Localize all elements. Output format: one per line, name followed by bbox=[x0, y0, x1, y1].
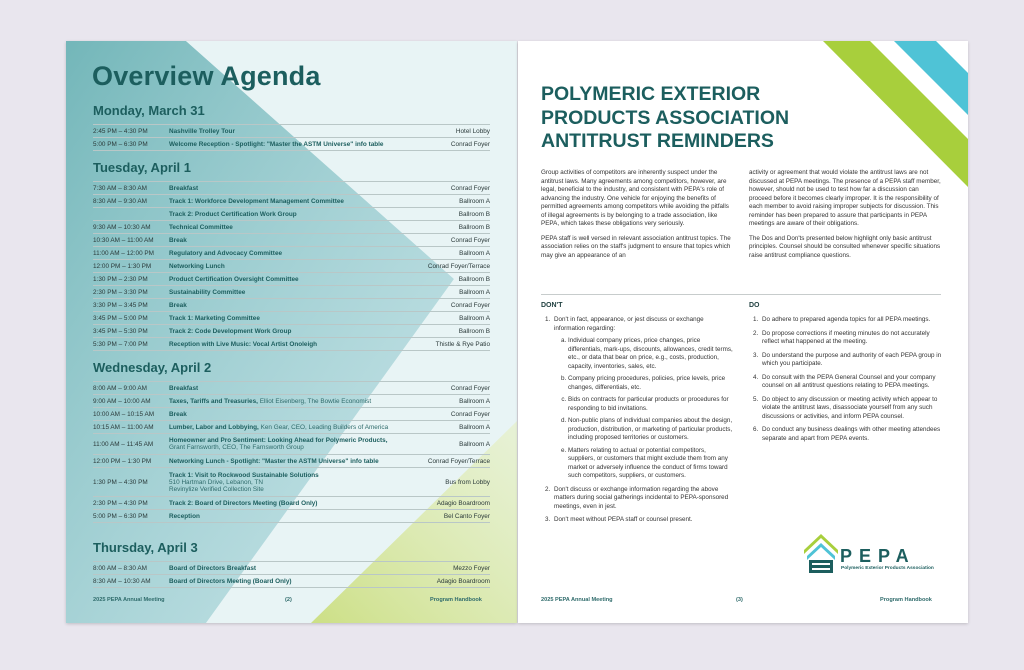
agenda-event bbox=[169, 455, 419, 468]
dont-item-text: Don't meet without PEPA staff or counsel present. bbox=[554, 516, 693, 523]
do-item: 3. Do understand the purpose and authority of each PEPA group in which you participate. bbox=[760, 352, 943, 369]
agenda-location: Bus from Lobby bbox=[419, 468, 490, 497]
right-page bbox=[518, 41, 968, 623]
agenda-time bbox=[93, 208, 169, 221]
agenda-event bbox=[169, 195, 406, 208]
agenda-event bbox=[169, 125, 441, 138]
agenda-location: Conrad Foyer bbox=[406, 182, 490, 195]
agenda-time: 1:30 PM – 2:30 PM bbox=[93, 273, 169, 286]
agenda-row bbox=[93, 468, 490, 497]
agenda-location: Ballroom B bbox=[406, 221, 490, 234]
dont-item bbox=[552, 486, 733, 512]
agenda-row bbox=[93, 182, 490, 195]
agenda-location: Conrad Foyer bbox=[441, 138, 490, 151]
agenda-row bbox=[93, 234, 490, 247]
agenda-row bbox=[93, 408, 490, 421]
agenda-row bbox=[93, 286, 490, 299]
do-list-column bbox=[749, 316, 943, 448]
agenda-time: 2:30 PM – 4:30 PM bbox=[93, 497, 169, 510]
agenda-row bbox=[93, 325, 490, 338]
agenda-time: 5:00 PM – 6:30 PM bbox=[93, 138, 169, 151]
agenda-event bbox=[169, 182, 406, 195]
day-heading-thursday: Thursday, April 3 bbox=[93, 540, 198, 555]
agenda-event-title: Break bbox=[169, 410, 187, 418]
agenda-row bbox=[93, 421, 490, 434]
agenda-time: 8:00 AM – 9:00 AM bbox=[93, 382, 169, 395]
agenda-event-title: Track 2: Code Development Work Group bbox=[169, 327, 292, 335]
antitrust-title: POLYMERIC EXTERIOR PRODUCTS ASSOCIATION ANTITRUST REMINDERS bbox=[541, 83, 790, 152]
agenda-event-title: Track 2: Product Certification Work Group bbox=[169, 210, 297, 218]
agenda-event-title: Track 1: Workforce Development Management Committee bbox=[169, 197, 344, 205]
agenda-row bbox=[93, 395, 490, 408]
agenda-table-thursday bbox=[93, 561, 490, 588]
agenda-event bbox=[169, 260, 406, 273]
agenda-event-title: Lumber, Labor and Lobbying, bbox=[169, 423, 259, 431]
agenda-event bbox=[169, 497, 419, 510]
agenda-row bbox=[93, 260, 490, 273]
dont-subitem: d. Non-public plans of individual companies about the design, production, distribution, or marketing of particular products, including proposed territories or customers. bbox=[568, 417, 733, 443]
agenda-event bbox=[169, 421, 419, 434]
agenda-time: 3:45 PM – 5:00 PM bbox=[93, 312, 169, 325]
agenda-location: Ballroom B bbox=[406, 325, 490, 338]
dont-list bbox=[541, 316, 733, 525]
agenda-event-title: Breakfast bbox=[169, 384, 199, 392]
dont-item-text: Don't in fact, appearance, or jest discuss or exchange information regarding: bbox=[554, 316, 704, 332]
agenda-time: 2:30 PM – 3:30 PM bbox=[93, 286, 169, 299]
agenda-event-title: Networking Lunch - Spotlight: "Master the ASTM Universe" info table bbox=[169, 457, 379, 465]
agenda-time: 11:00 AM – 12:00 PM bbox=[93, 247, 169, 260]
agenda-row bbox=[93, 273, 490, 286]
agenda-row bbox=[93, 208, 490, 221]
agenda-location: Conrad Foyer/Terrace bbox=[419, 455, 490, 468]
agenda-table-tuesday bbox=[93, 181, 490, 351]
agenda-event bbox=[169, 221, 406, 234]
agenda-time: 11:00 AM – 11:45 AM bbox=[93, 434, 169, 455]
agenda-event-title: Product Certification Oversight Committee bbox=[169, 275, 299, 283]
do-item: 6. Do conduct any business dealings with other meeting attendees separate and apart from PEPA events. bbox=[760, 426, 943, 443]
agenda-row bbox=[93, 299, 490, 312]
agenda-speaker: Ken Gear, CEO, Leading Builders of America bbox=[258, 423, 389, 431]
do-heading: DO bbox=[749, 302, 760, 309]
agenda-event bbox=[169, 234, 406, 247]
agenda-location: Adagio Boardroom bbox=[393, 575, 490, 588]
agenda-row bbox=[93, 221, 490, 234]
agenda-event-title: Welcome Reception - Spotlight: "Master the ASTM Universe" info table bbox=[169, 140, 384, 148]
agenda-time: 5:30 PM – 7:00 PM bbox=[93, 338, 169, 351]
agenda-time: 9:30 AM – 10:30 AM bbox=[93, 221, 169, 234]
intro-paragraph: PEPA staff is well versed in relevant association antitrust topics. The association relies on the staff's judgment to ensure that topics which may give an appearance of an bbox=[541, 234, 731, 259]
agenda-row bbox=[93, 195, 490, 208]
dont-list-column bbox=[541, 316, 733, 530]
agenda-event-title: Networking Lunch bbox=[169, 262, 225, 270]
intro-column-2 bbox=[749, 169, 943, 266]
logo-wordmark: PEPA bbox=[840, 546, 916, 566]
agenda-time: 1:30 PM – 4:30 PM bbox=[93, 468, 169, 497]
do-item: 4. Do consult with the PEPA General Counsel and your company counsel on all antitrust questions relating to PEPA meetings. bbox=[760, 374, 943, 391]
agenda-time: 8:30 AM – 9:30 AM bbox=[93, 195, 169, 208]
agenda-row bbox=[93, 382, 490, 395]
agenda-location: Ballroom B bbox=[406, 273, 490, 286]
intro-column-1 bbox=[541, 169, 733, 266]
agenda-row bbox=[93, 497, 490, 510]
footer-page-number: (3) bbox=[736, 597, 743, 603]
agenda-location: Hotel Lobby bbox=[441, 125, 490, 138]
agenda-event bbox=[169, 408, 419, 421]
section-divider bbox=[541, 294, 941, 295]
dont-heading: DON'T bbox=[541, 302, 563, 309]
agenda-location: Thistle & Rye Patio bbox=[406, 338, 490, 351]
agenda-time: 7:30 AM – 8:30 AM bbox=[93, 182, 169, 195]
footer-handbook: Program Handbook bbox=[430, 597, 482, 603]
agenda-event bbox=[169, 434, 419, 455]
agenda-location: Ballroom A bbox=[406, 195, 490, 208]
agenda-time: 3:30 PM – 3:45 PM bbox=[93, 299, 169, 312]
agenda-event bbox=[169, 273, 406, 286]
agenda-event bbox=[169, 208, 406, 221]
agenda-row bbox=[93, 138, 490, 151]
logo-tagline: Polymeric Exterior Products Association bbox=[841, 566, 934, 571]
agenda-time: 2:45 PM – 4:30 PM bbox=[93, 125, 169, 138]
footer-page-number: (2) bbox=[285, 597, 292, 603]
agenda-event bbox=[169, 325, 406, 338]
agenda-event-title: Technical Committee bbox=[169, 223, 233, 231]
agenda-time: 10:00 AM – 10:15 AM bbox=[93, 408, 169, 421]
agenda-time: 10:30 AM – 11:00 AM bbox=[93, 234, 169, 247]
left-page bbox=[66, 41, 517, 623]
do-item: 5. Do object to any discussion or meeting activity which appear to violate the antitrust laws, disassociate yourself from any such discussions or activities, and inform PEPA counsel. bbox=[760, 396, 943, 422]
agenda-event bbox=[169, 510, 419, 523]
agenda-speaker: Elliot Eisenberg, The Bowtie Economist bbox=[257, 397, 372, 405]
agenda-event bbox=[169, 299, 406, 312]
agenda-event-detail: Revinylize Verified Collection Site bbox=[169, 485, 264, 493]
agenda-location: Ballroom B bbox=[406, 208, 490, 221]
agenda-title: Overview Agenda bbox=[92, 61, 321, 91]
agenda-row bbox=[93, 338, 490, 351]
dont-subitem: a. Individual company prices, price changes, price differentials, mark-ups, discounts, allowances, credit terms, etc., or data that bear on price, e.g., costs, production, capacity, inventories, sales, etc. bbox=[568, 337, 733, 371]
do-list bbox=[749, 316, 943, 443]
agenda-event bbox=[169, 312, 406, 325]
intro-paragraph: The Dos and Don'ts presented below highlight only basic antitrust principles. Counsel should be consulted whenever specific situations raise antitrust compliance questions. bbox=[749, 234, 941, 259]
agenda-row bbox=[93, 562, 490, 575]
day-heading-tuesday: Tuesday, April 1 bbox=[93, 160, 192, 175]
agenda-location: Adagio Boardroom bbox=[419, 497, 490, 510]
agenda-location: Conrad Foyer bbox=[406, 234, 490, 247]
agenda-event-title: Regulatory and Advocacy Committee bbox=[169, 249, 283, 257]
agenda-time: 8:00 AM – 8:30 AM bbox=[93, 562, 169, 575]
agenda-event-title: Nashville Trolley Tour bbox=[169, 127, 235, 135]
agenda-event-title: Track 1: Visit to Rockwood Sustainable Solutions bbox=[169, 471, 319, 479]
agenda-event-title: Sustainability Committee bbox=[169, 288, 246, 296]
dont-subitem: e. Matters relating to actual or potential competitors, suppliers, or customers that might exclude them from any market or adversely influence the conduct of firms toward such competitors, suppliers, or customers. bbox=[568, 447, 733, 481]
agenda-time: 8:30 AM – 10:30 AM bbox=[93, 575, 169, 588]
agenda-location: Bel Canto Foyer bbox=[419, 510, 490, 523]
dont-subitem: c. Bids on contracts for particular products or procedures for responding to bid invitations. bbox=[568, 396, 733, 413]
day-heading-monday: Monday, March 31 bbox=[93, 103, 205, 118]
agenda-event bbox=[169, 247, 406, 260]
agenda-location: Ballroom A bbox=[419, 434, 490, 455]
agenda-row bbox=[93, 455, 490, 468]
agenda-event-title: Taxes, Tariffs and Treasuries, bbox=[169, 397, 258, 405]
agenda-event-title: Track 1: Marketing Committee bbox=[169, 314, 260, 322]
agenda-event bbox=[169, 562, 393, 575]
day-heading-wednesday: Wednesday, April 2 bbox=[93, 360, 212, 375]
agenda-location: Ballroom A bbox=[406, 247, 490, 260]
agenda-event-title: Board of Directors Breakfast bbox=[169, 564, 257, 572]
agenda-location: Ballroom A bbox=[419, 421, 490, 434]
agenda-row bbox=[93, 247, 490, 260]
footer-event: 2025 PEPA Annual Meeting bbox=[93, 597, 165, 603]
agenda-event bbox=[169, 286, 406, 299]
dont-item bbox=[552, 316, 733, 481]
agenda-location: Ballroom A bbox=[419, 395, 490, 408]
agenda-location: Conrad Foyer bbox=[406, 299, 490, 312]
agenda-event-title: Board of Directors Meeting (Board Only) bbox=[169, 577, 292, 585]
agenda-event-title: Break bbox=[169, 236, 187, 244]
intro-paragraph: activity or agreement that would violate the antitrust laws are not discussed at PEPA meetings. The presence of a PEPA staff member, however, should not be used to test how far a discussion can proceed before it becomes clearly improper. It is the responsibility of each member to avoid raising improper subjects for discussion. This reminder has been prepared to assure that participants in PEPA meetings are aware of their obligations. bbox=[749, 169, 941, 227]
agenda-event-title: Homeowner and Pro Sentiment: Looking Ahead for Polymeric Products, bbox=[169, 437, 388, 444]
agenda-location: Ballroom A bbox=[406, 286, 490, 299]
agenda-location: Ballroom A bbox=[406, 312, 490, 325]
agenda-event-detail: Grant Farnsworth, CEO, The Farnsworth Group bbox=[169, 444, 304, 451]
footer-event: 2025 PEPA Annual Meeting bbox=[541, 597, 613, 603]
agenda-time: 12:00 PM – 1:30 PM bbox=[93, 260, 169, 273]
agenda-location: Mezzo Foyer bbox=[393, 562, 490, 575]
agenda-row bbox=[93, 312, 490, 325]
agenda-table-monday bbox=[93, 124, 490, 151]
agenda-location: Conrad Foyer bbox=[419, 382, 490, 395]
intro-paragraph: Group activities of competitors are inherently suspect under the antitrust laws. Many agreements among competitors, however, are legal, beneficial to the industry, and consistent with PEPA's role of advancing the industry. One vehicle for enjoying the benefits of permitted agreements among competitors while avoiding the pitfalls of illegal agreements is by belonging to a trade association, like PEPA, which takes these obligations very seriously. bbox=[541, 169, 729, 227]
agenda-event bbox=[169, 138, 441, 151]
agenda-event bbox=[169, 575, 393, 588]
agenda-row bbox=[93, 125, 490, 138]
agenda-time: 5:00 PM – 6:30 PM bbox=[93, 510, 169, 523]
agenda-location: Conrad Foyer/Terrace bbox=[406, 260, 490, 273]
agenda-time: 10:15 AM – 11:00 AM bbox=[93, 421, 169, 434]
agenda-event-detail: 510 Hartman Drive, Lebanon, TN bbox=[169, 478, 264, 486]
agenda-event bbox=[169, 338, 406, 351]
agenda-table-wednesday bbox=[93, 381, 490, 523]
do-item: 2. Do propose corrections if meeting minutes do not accurately reflect what happened at the meeting. bbox=[760, 330, 943, 347]
agenda-event bbox=[169, 382, 419, 395]
agenda-event bbox=[169, 468, 419, 497]
do-item: 1. Do adhere to prepared agenda topics for all PEPA meetings. bbox=[760, 316, 943, 325]
agenda-event-title: Reception bbox=[169, 512, 200, 520]
dont-item bbox=[552, 516, 733, 525]
agenda-time: 9:00 AM – 10:00 AM bbox=[93, 395, 169, 408]
agenda-event-title: Break bbox=[169, 301, 187, 309]
footer-handbook: Program Handbook bbox=[880, 597, 932, 603]
agenda-event-title: Breakfast bbox=[169, 184, 199, 192]
dont-item-text: Don't discuss or exchange information regarding the above matters during social gatherings incidental to PEPA-sponsored meetings, even in jest. bbox=[554, 485, 729, 510]
dont-sublist bbox=[554, 337, 733, 481]
pepa-logo-icon bbox=[804, 534, 838, 574]
agenda-event-title: Reception with Live Music: Vocal Artist Onoleigh bbox=[169, 340, 318, 348]
agenda-row bbox=[93, 434, 490, 455]
agenda-row bbox=[93, 510, 490, 523]
agenda-row bbox=[93, 575, 490, 588]
agenda-event-title: Track 2: Board of Directors Meeting (Board Only) bbox=[169, 499, 318, 507]
agenda-event bbox=[169, 395, 419, 408]
agenda-location: Conrad Foyer bbox=[419, 408, 490, 421]
agenda-time: 12:00 PM – 1:30 PM bbox=[93, 455, 169, 468]
agenda-time: 3:45 PM – 5:30 PM bbox=[93, 325, 169, 338]
dont-subitem: b. Company pricing procedures, policies, price levels, price changes, differentials, etc. bbox=[568, 375, 733, 392]
